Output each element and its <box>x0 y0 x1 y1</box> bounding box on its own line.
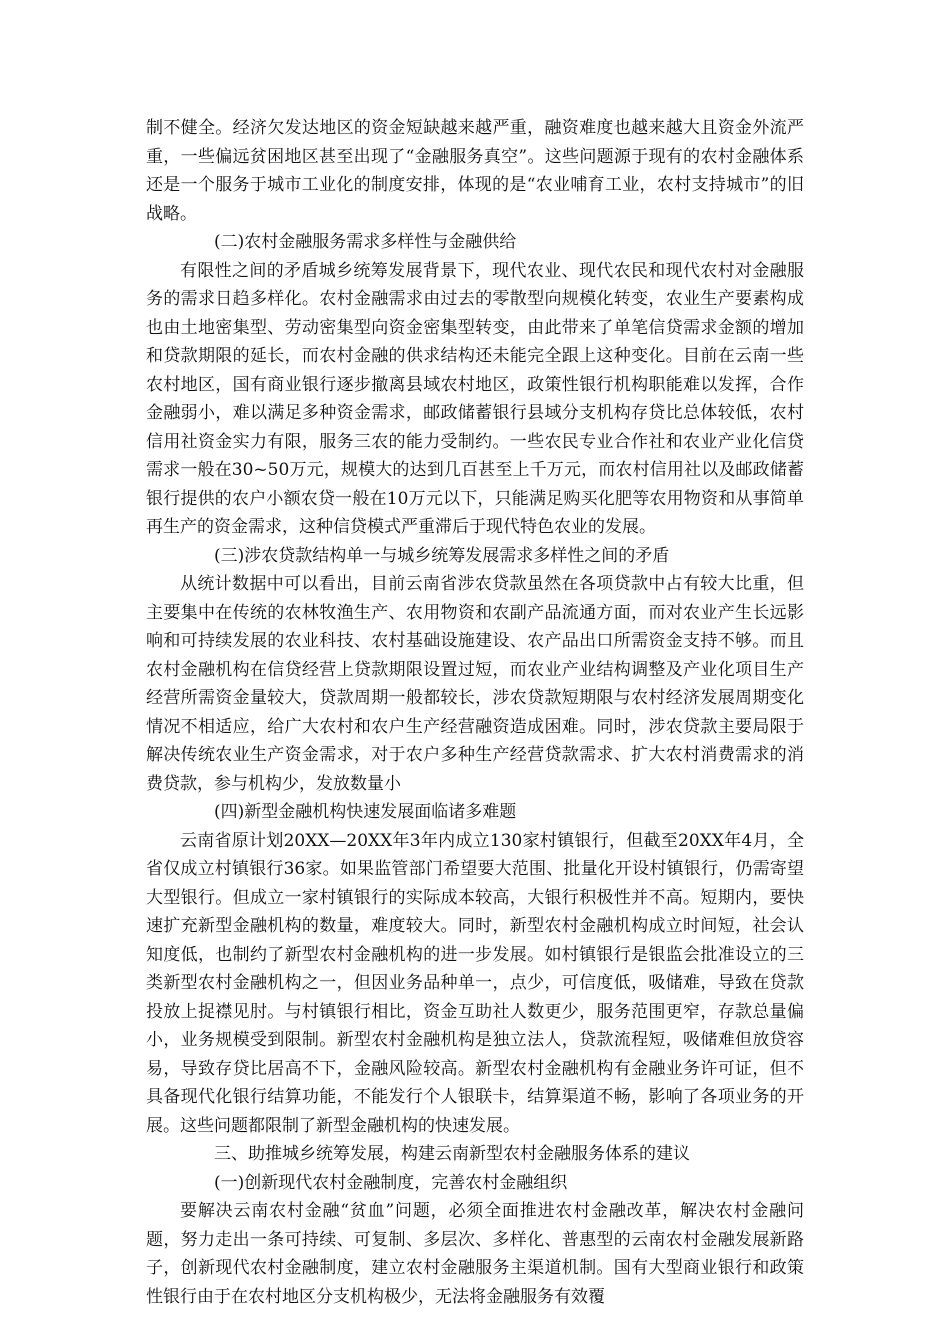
paragraph-4: 云南省原计划20XX—20XX年3年内成立130家村镇银行，但截至20XX年4月，全省仅成立村镇银行36家。如果监管部门希望要大范围、批量化开设村镇银行，仍需寄望大型银行。但成立一家村镇银行的实际成本较高，大银行积极性并不高。短期内，要快速扩充新型金融机构的数量，难度较大。同时，新型农村金融机构成立时间短，社会认知度低，也制约了新型农村金融机构的进一步发展。如村镇银行是银监会批准设立的三类新型农村金融机构之一，但因业务品种单一，点少，可信度低，吸储难，导致在贷款投放上捉襟见肘。与村镇银行相比，资金互助社人数更少，服务范围更窄，存款总量偏小，业务规模受到限制。新型农村金融机构是独立法人，贷款流程短，吸储难但放贷容易，导致存贷比居高不下，金融风险较高。新型农村金融机构有金融业务许可证，但不具备现代化银行结算功能，不能发行个人银联卡，结算渠道不畅，影响了各项业务的开展。这些问题都限制了新型金融机构的快速发展。 <box>146 830 804 1136</box>
section-heading-4: (四)新型金融机构快速发展面临诸多难题 <box>214 802 517 822</box>
paragraph-5: 要解决云南农村金融“贫血”问题，必须全面推进农村金融改革，解决农村金融问题，努力走出一条可持续、可复制、多层次、多样化、普惠型的云南农村金融发展新路子，创新现代农村金融制度，建立农村金融服务主渠道机制。国有大型商业银行和政策性银行由于在农村地区分支机构极少，无法将金融服务有效覆 <box>146 1201 804 1307</box>
section-heading-2: (二)农村金融服务需求多样性与金融供给 <box>214 232 517 252</box>
document-page <box>146 114 804 1311</box>
section-heading-3: (三)涉农贷款结构单一与城乡统筹发展需求多样性之间的矛盾 <box>214 545 670 566</box>
paragraph-3: 从统计数据中可以看出，目前云南省涉农贷款虽然在各项贷款中占有较大比重，但主要集中在传统的农林牧渔生产、农用物资和农副产品流通方面，而对农业产生长远影响和可持续发展的农业科技、农村基础设施建设、农产品出口所需资金支持不够。而且农村金融机构在信贷经营上贷款期限设置过短，而农业产业结构调整及产业化项目生产经营所需资金量较大，贷款周期一般都较长，涉农贷款短期限与农村经济发展周期变化情况不相适应，给广大农村和农户生产经营融资造成困难。同时，涉农贷款主要局限于解决传统农业生产资金需求，对于农户多种生产经营贷款需求、扩大农村消费需求的消费贷款，参与机构少，发放数量小 <box>146 574 804 794</box>
paragraph-continuation: 制不健全。经济欠发达地区的资金短缺越来越严重，融资难度也越来越大且资金外流严重，一些偏远贫困地区甚至出现了“金融服务真空”。这些问题源于现有的农村金融体系还是一个服务于城市工业化的制度安排，体现的是“农业哺育工业，农村支持城市”的旧战略。 <box>146 118 804 224</box>
paragraph-2: 有限性之间的矛盾城乡统筹发展背景下，现代农业、现代农民和现代农村对金融服务的需求日趋多样化。农村金融需求由过去的零散型向规模化转变，农业生产要素构成也由土地密集型、劳动密集型向资金密集型转变，由此带来了单笔信贷需求金额的增加和贷款期限的延长，而农村金融的供求结构还未能完全跟上这种变化。目前在云南一些农村地区，国有商业银行逐步撤离县域农村地区，政策性银行机构职能难以发挥，合作金融弱小，难以满足多种资金需求，邮政储蓄银行县域分支机构存贷比总体较低，农村信用社资金实力有限，服务三农的能力受制约。一些农民专业合作社和农业产业化信贷需求一般在30~50万元，规模大的达到几百甚至上千万元，而农村信用社以及邮政储蓄银行提供的农户小额农贷一般在10万元以下，只能满足购买化肥等农用物资和从事简单再生产的资金需求，这种信贷模式严重滞后于现代特色农业的发展。 <box>146 260 804 537</box>
section-heading-3-1: (一)创新现代农村金融制度，完善农村金融组织 <box>214 1172 568 1193</box>
part-heading-3: 三、助推城乡统筹发展，构建云南新型农村金融服务体系的建议 <box>214 1144 690 1164</box>
